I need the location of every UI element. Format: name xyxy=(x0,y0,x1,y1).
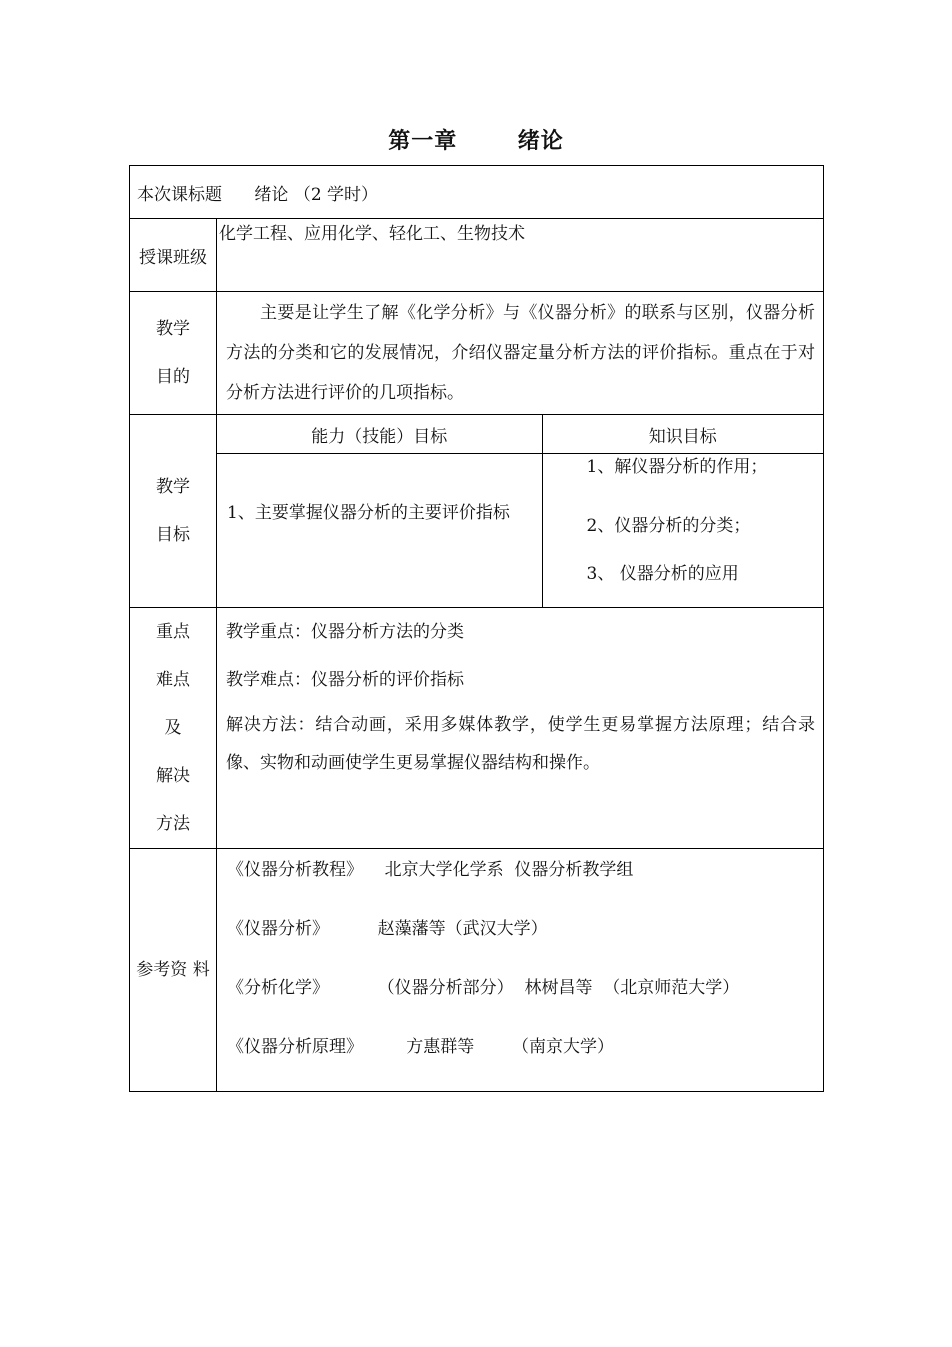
references-label-line-2: 料 xyxy=(192,960,210,980)
goals-label xyxy=(130,415,217,608)
lesson-title-text: 本次课标题 绪论 （2 学时） xyxy=(137,184,379,205)
knowledge-goal-list xyxy=(542,454,823,608)
key-label-line-1: 重点 xyxy=(156,622,190,642)
references-list xyxy=(217,849,824,1092)
page-title: 第一章 绪论 xyxy=(388,128,564,154)
purpose-label-line-2: 目的 xyxy=(156,367,190,387)
reference-item: 《分析化学》 （仪器分析部分） 林树昌等 （北京师范大学） xyxy=(227,978,740,998)
reference-item: 《仪器分析原理》 方惠群等 （南京大学） xyxy=(227,1037,615,1057)
references-label-line-1: 参考资 xyxy=(136,960,188,980)
reference-item: 《仪器分析教程》 北京大学化学系 仪器分析教学组 xyxy=(227,860,634,880)
goals-label-line-2: 目标 xyxy=(156,525,190,545)
lesson-plan-table xyxy=(129,165,824,1092)
key-points-label xyxy=(130,608,217,849)
knowledge-goal-item: 3、 仪器分析的应用 xyxy=(586,564,739,584)
key-label-line-3: 及 xyxy=(164,718,182,738)
goals-inner-table xyxy=(217,415,823,607)
ability-goal-header: 能力（技能）目标 xyxy=(217,415,542,454)
key-label-line-4: 解决 xyxy=(156,766,190,786)
goals-label-line-1: 教学 xyxy=(156,477,190,497)
purpose-text: 主要是让学生了解《化学分析》与《仪器分析》的联系与区别，仪器分析方法的分类和它的发展情况，介绍仪器定量分析方法的评价指标。重点在于对分析方法进行评价的几项指标。 xyxy=(226,303,816,403)
knowledge-goal-item: 1、解仪器分析的作用； xyxy=(586,457,768,477)
class-row xyxy=(130,219,824,292)
key-points-content xyxy=(217,608,824,849)
reference-item: 《仪器分析》 赵藻藩等（武汉大学） xyxy=(227,919,548,939)
goals-row xyxy=(130,415,824,608)
difficult-point-text: 教学难点：仪器分析的评价指标 xyxy=(226,670,464,690)
key-point-text: 教学重点：仪器分析方法的分类 xyxy=(226,622,464,642)
class-value: 化学工程、应用化学、轻化工、生物技术 xyxy=(219,224,525,244)
purpose-label xyxy=(130,292,217,415)
purpose-row xyxy=(130,292,824,415)
knowledge-goal-header: 知识目标 xyxy=(542,415,823,454)
knowledge-goal-item: 2、仪器分析的分类； xyxy=(586,516,751,536)
references-row xyxy=(130,849,824,1092)
purpose-label-line-1: 教学 xyxy=(156,319,190,339)
key-label-line-2: 难点 xyxy=(156,670,190,690)
key-points-row xyxy=(130,608,824,849)
ability-goal-item: 1、主要掌握仪器分析的主要评价指标 xyxy=(217,454,542,608)
lesson-title-row xyxy=(130,166,824,219)
class-label: 授课班级 xyxy=(130,219,217,292)
key-label-line-5: 方法 xyxy=(156,814,190,834)
references-label xyxy=(130,849,217,1092)
solution-text: 解决方法：结合动画，采用多媒体教学，使学生更易掌握方法原理；结合录像、实物和动画使学生更易掌握仪器结构和操作。 xyxy=(226,715,816,773)
